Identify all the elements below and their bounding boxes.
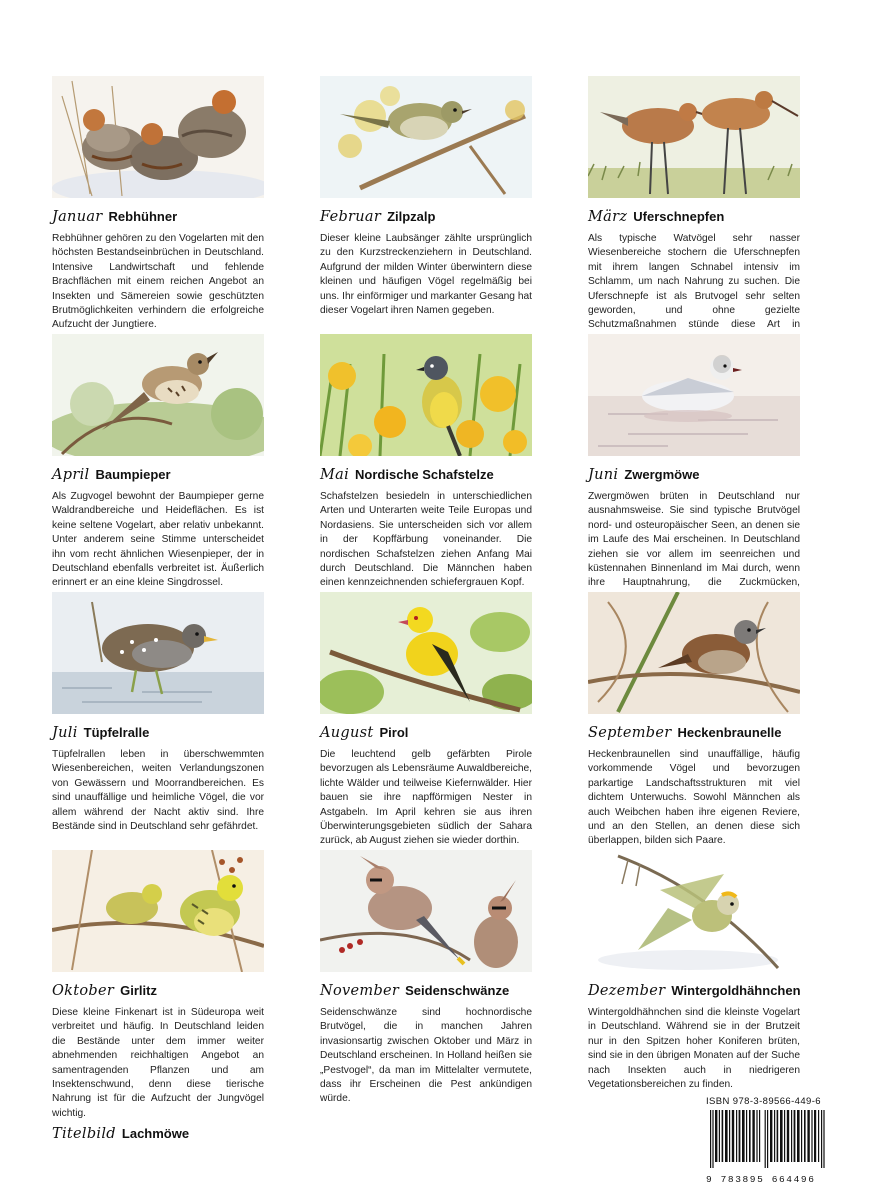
- cover-bird-name: Lachmöwe: [121, 1126, 190, 1141]
- bird-name: Baumpieper: [95, 467, 171, 482]
- month-card-februar: [320, 76, 532, 318]
- wagtail-illustration: [320, 334, 532, 456]
- month-card-mai: [320, 334, 532, 591]
- golden-oriole-illustration: [320, 592, 532, 714]
- month-name: April: [52, 467, 90, 483]
- bird-name: Pirol: [379, 725, 409, 740]
- cover-label: Titelbild: [52, 1126, 116, 1142]
- barcode-image: [706, 1110, 830, 1168]
- month-name: September: [588, 725, 672, 741]
- month-name: Dezember: [588, 983, 666, 999]
- spotted-crake-illustration: [52, 592, 264, 714]
- chiffchaff-illustration: [320, 76, 532, 198]
- bird-name: Tüpfelralle: [83, 725, 150, 740]
- month-card-juni: [588, 334, 800, 605]
- tree-pipit-illustration: [52, 334, 264, 456]
- bird-description: Als typische Watvögel sehr nasser Wiesenbereiche stochern die Uferschnepfen mit ihrem langen Schnabel intensiv im Schlamm, um nach Nahrung zu suchen. Die Uferschnepfe ist als Brutvogel sehr selten geworden, und ohne gezielte Schutzmaßnahmen stünde diese Art in: [588, 233, 800, 331]
- month-card-april: [52, 334, 264, 591]
- bird-name: Rebhühner: [108, 209, 178, 224]
- month-card-juli: [52, 592, 264, 834]
- bird-description: Wintergoldhähnchen sind die kleinste Vogelart in Deutschland. Während sie in der Brutzeit nur in den Spitzen hoher Koniferen brüten, sind sie in den übrigen Monaten auf der Suche nach Insekten auch in niedrigeren Vegetationsbereichen zu finden.: [588, 1007, 800, 1091]
- bird-description: Seidenschwänze sind hochnordische Brutvögel, die in manchen Jahren invasionsartig zwischen Oktober und März in Deutschland erscheinen. In Holland heißen sie „Pestvogel“, da man im Mittelalter vermutete, dass ihr Erscheinen die Pest ankündigen würde.: [320, 1007, 532, 1105]
- isbn-number: ISBN 978-3-89566-449-6: [706, 1096, 821, 1107]
- month-name: Juli: [52, 725, 78, 741]
- waxwing-illustration: [320, 850, 532, 972]
- bird-description: Heckenbraunellen sind unauffällige, häufig vorkommende Vögel und bevorzugen parkartige Landschaftsstrukturen mit viel dichtem Unterwuchs. Sowohl Männchen als auch Weibchen haben ihre eigenen Reviere, und an den Stellen, an denen diese sich überlappen, bilden sich Paare.: [588, 749, 800, 847]
- partridges-illustration: [52, 76, 264, 198]
- month-card-oktober: [52, 850, 264, 1121]
- bird-name: Nordische Schafstelze: [355, 467, 494, 482]
- bird-name: Uferschnepfen: [633, 209, 725, 224]
- bird-description: Die leuchtend gelb gefärbten Pirole bevorzugen als Lebensräume Auwaldbereiche, lichte Wälder und teilweise Kiefernwälder. Hier bauen sie ihre napfförmigen Nester in Astgabeln. Im April kehren sie aus ihren Überwinterungsgebieten südlich der Sahara zurück, ab August ziehen sie wieder dorthin.: [320, 749, 532, 847]
- cover-image-credit: [52, 1124, 189, 1144]
- bird-description: Tüpfelrallen leben in überschwemmten Wiesenbereichen, weiten Verlandungszonen von Gewässern und Moorrandbereichen. Es sind unauffällige und heimliche Vögel, die vor allem während der Nacht aktiv sind. Ihre Bestände sind in Deutschland sehr gefährdet.: [52, 749, 264, 833]
- bird-name: Seidenschwänze: [405, 983, 510, 998]
- ean-number: 9 783895 664496: [706, 1174, 816, 1185]
- month-name: November: [320, 983, 400, 999]
- bird-description: Diese kleine Finkenart ist in Südeuropa weit verbreitet und häufig. In Deutschland leiden die Bestände unter dem immer weiter abnehmenden reichhaltigen Angebot an samentragenden Pflanzen und am Insektenschwund, denn diese tierische Nahrung ist für die Aufzucht der Jungvögel wichtig.: [52, 1007, 264, 1119]
- month-card-november: [320, 850, 532, 1107]
- month-card-september: [588, 592, 800, 849]
- bird-description: Zwergmöwen brüten in Deutschland nur ausnahmsweise. Sie sind typische Brutvögel nord- und osteuropäischer Seen, an denen sie im Laufe des Mai erscheinen. In Deutschland ziehen sie vor allem im seenreichen und küstennahen Binnenland im Mai durch, wenn ihre Hauptnahrung, die Zuckmücken,: [588, 491, 800, 589]
- bird-description: Als Zugvogel bewohnt der Baumpieper gerne Waldrandbereiche und Heideflächen. Es ist keine seltene Vogelart, aber relativ unbekannt. Unter anderem seine Stimme unterscheidet ihn vom recht ähnlichen Wiesenpieper, der in Deutschland ebenfalls verbreitet ist. Äußerlich erinnert er an eine kleine Singdrossel.: [52, 491, 264, 589]
- month-card-maerz: [588, 76, 800, 347]
- serin-illustration: [52, 850, 264, 972]
- month-card-januar: [52, 76, 264, 333]
- month-name: Februar: [320, 209, 382, 225]
- bird-name: Wintergoldhähnchen: [671, 983, 801, 998]
- dunnock-illustration: [588, 592, 800, 714]
- goldcrest-illustration: [588, 850, 800, 972]
- bird-description: Dieser kleine Laubsänger zählte ursprünglich zu den Kurzstreckenziehern in Deutschland. Aufgrund der milden Winter überwintern diese kleinen und häufigen Vögel regelmäßig bei uns. Ihr einförmiger und markanter Gesang hat dieser Vogelart ihren Namen gegeben.: [320, 233, 532, 317]
- month-name: Oktober: [52, 983, 115, 999]
- bird-name: Zilpzalp: [387, 209, 436, 224]
- bird-description: Rebhühner gehören zu den Vogelarten mit den höchsten Bestandseinbrüchen in Deutschland. Intensive Landwirtschaft und fehlende Brachflächen mit einem reichen Angebot an Insekten und Sämereien sowie geschützten Brutmöglichkeiten verhindern die erfolgreiche Aufzucht der Jungtiere.: [52, 233, 264, 331]
- month-name: Mai: [320, 467, 350, 483]
- bird-description: Schafstelzen besiedeln in unterschiedlichen Arten und Unterarten weite Teile Europas und Nordasiens. Sie unterscheiden sich vor allem in der Kopffärbung voneinander. Die nordischen Schafstelzen ziehen Anfang Mai durch Deutschland. Die Männchen haben einen kennzeichnenden schiefergrauen Kopf.: [320, 491, 532, 589]
- isbn-block: [706, 1096, 830, 1185]
- month-name: August: [320, 725, 374, 741]
- bird-name: Zwergmöwe: [624, 467, 700, 482]
- month-name: Januar: [52, 209, 103, 225]
- month-card-august: [320, 592, 532, 849]
- little-gull-illustration: [588, 334, 800, 456]
- godwits-illustration: [588, 76, 800, 198]
- month-card-dezember: [588, 850, 800, 1092]
- bird-name: Heckenbraunelle: [677, 725, 782, 740]
- bird-name: Girlitz: [120, 983, 157, 998]
- month-name: März: [588, 209, 628, 225]
- month-name: Juni: [588, 467, 619, 483]
